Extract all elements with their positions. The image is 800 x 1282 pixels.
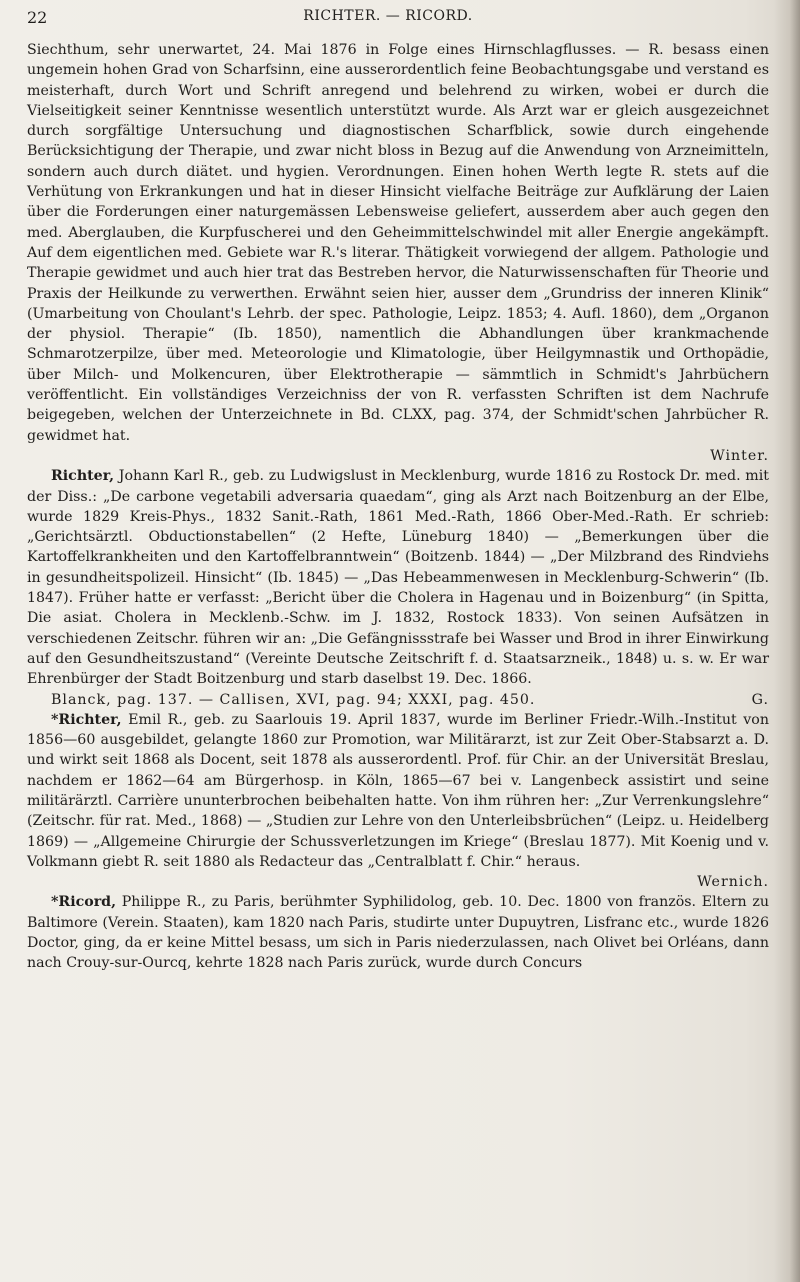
- entry-text: Johann Karl R., geb. zu Ludwigslust in Mecklenburg, wurde 1816 zu Rostock Dr. med. mit der Diss.: „De carbone vegetabili adversaria quaedam“, ging als Arzt nach Boitzenburg an der Elbe, wurde 1829 Kreis-Phys., 1832 Sanit.-Rath, 1861 Med.-Rath, 1866 Ober-Med.-Rath. Er schrieb: „Gerichtsärztl. Obductionstabellen“ (2 Hefte, Lüneburg 1840) — „Bemerkungen über die Kartoffelkrankheiten und den Kartoffelbranntwein“ (Boitzenb. 1844) — „Der Milzbrand des Rindviehs in gesundheitspolizeil. Hinsicht“ (Ib. 1845) — „Das Hebeammenwesen in Mecklenburg-Schwerin“ (Ib. 1847). Früher hatte er verfasst: „Bericht über die Cholera in Hagenau und in Boizenburg“ (in Spitta, Die asiat. Cholera in Mecklenb.-Schw. im J. 1832, Rostock 1833). Von seinen Aufsätzen in verschiedenen Zeitschr. führen wir an: „Die Gefängnissstrafe bei Wasser und Brod in ihrer Einwirkung auf den Gesundheitszustand“ (Vereinte Deutsche Zeitschrift f. d. Staatsarzneik., 1848) u. s. w. Er war Ehrenbürger der Stadt Boitzenburg und starb daselbst 19. Dec. 1866.: [27, 468, 769, 688]
- author-signature: Wernich.: [697, 874, 769, 891]
- entry-name: Richter,: [51, 468, 115, 485]
- page-header: [0, 6, 800, 30]
- page-number: 22: [27, 8, 48, 27]
- source-references: Blanck, pag. 137. — Callisen, XVI, pag. 94; XXXI, pag. 450.: [51, 691, 536, 708]
- biography-entry: [27, 466, 769, 689]
- running-head: RICHTER. — RICORD.: [303, 8, 473, 24]
- text-column: [27, 40, 769, 974]
- biography-entry: [27, 892, 769, 973]
- author-signature: G.: [751, 691, 769, 708]
- entry-name: *Richter,: [51, 711, 122, 728]
- source-line: [27, 690, 769, 710]
- page-edge-shadow: [774, 0, 800, 1282]
- entry-text: Philippe R., zu Paris, berühmter Syphilidolog, geb. 10. Dec. 1800 von französ. Eltern zu Baltimore (Verein. Staaten), kam 1820 nach Paris, studirte unter Dupuytren, Lisfranc etc., wurde 1826 Doctor, ging, da er keine Mittel besass, um sich in Paris niederzulassen, nach Olivet bei Orléans, dann nach Crouy-sur-Ourcq, kehrte 1828 nach Paris zurück, wurde durch Concurs: [27, 894, 769, 972]
- author-signature: Winter.: [710, 447, 769, 464]
- biography-entry: [27, 710, 769, 872]
- entry-name: *Ricord,: [51, 894, 117, 911]
- entry-text: Emil R., geb. zu Saarlouis 19. April 1837, wurde im Berliner Friedr.-Wilh.-Institut von 1856—60 ausgebildet, gelangte 1860 zur Promotion, war Militärarzt, ist zur Zeit Ober-Stabsarzt a. D. und wirkt seit 1868 als Docent, seit 1878 als ausserordentl. Prof. für Chir. an der Universität Breslau, nachdem er 1862—64 am Bürgerhosp. in Köln, 1865—67 bei v. Langenbeck assistirt und seine militärärztl. Carrière ununterbrochen beibehalten hatte. Von ihm rühren her: „Zur Verrenkungslehre“ (Zeitschr. für rat. Med., 1868) — „Studien zur Lehre von den Unterleibsbrüchen“ (Leipz. u. Heidelberg 1869) — „Allgemeine Chirurgie der Schussverletzungen im Kriege“ (Breslau 1877). Mit Koenig und v. Volkmann giebt R. seit 1880 als Redacteur das „Centralblatt f. Chir.“ heraus.: [27, 711, 769, 870]
- entry-paragraph: Siechthum, sehr unerwartet, 24. Mai 1876 in Folge eines Hirnschlagflusses. — R. besass einen ungemein hohen Grad von Scharfsinn, eine ausserordentlich feine Beobachtungsgabe und verstand es meisterhaft, durch Wort und Schrift anregend und belehrend zu wirken, wobei er durch die Vielseitigkeit seiner Kenntnisse wesentlich unterstützt wurde. Als Arzt war er gleich ausgezeichnet durch sorgfältige Untersuchung und diagnostischen Scharfblick, sowie durch eingehende Berücksichtigung der Therapie, und zwar nicht bloss in Bezug auf die Anwendung von Arzneimitteln, sondern auch durch diätet. und hygien. Verordnungen. Einen hohen Werth legte R. stets auf die Verhütung von Erkrankungen und hat in dieser Hinsicht vielfache Beiträge zur Aufklärung der Laien über die Forderungen einer naturgemässen Lebensweise geliefert, ausserdem aber auch gegen den med. Aberglauben, die Kurpfuscherei und den Geheimmittelschwindel mit aller Energie angekämpft. Auf dem eigentlichen med. Gebiete war R.'s literar. Thätigkeit vorwiegend der allgem. Pathologie und Therapie gewidmet und auch hier trat das Bestreben hervor, die Naturwissenschaften für Theorie und Praxis der Heilkunde zu verwerthen. Erwähnt seien hier, ausser dem „Grundriss der inneren Klinik“ (Umarbeitung von Choulant's Lehrb. der spec. Pathologie, Leipz. 1853; 4. Aufl. 1860), dem „Organon der physiol. Therapie“ (Ib. 1850), namentlich die Abhandlungen über krankmachende Schmarotzerpilze, über med. Meteorologie und Klimatologie, über Heilgymnastik und Orthopädie, über Milch- und Molkencuren, über Elektrotherapie — sämmtlich in Schmidt's Jahrbüchern veröffentlicht. Ein vollständiges Verzeichniss der von R. verfassten Schriften ist dem Nachrufe beigegeben, welchen der Unterzeichnete in Bd. CLXX, pag. 374, der Schmidt'schen Jahrbücher R. gewidmet hat.: [27, 42, 769, 444]
